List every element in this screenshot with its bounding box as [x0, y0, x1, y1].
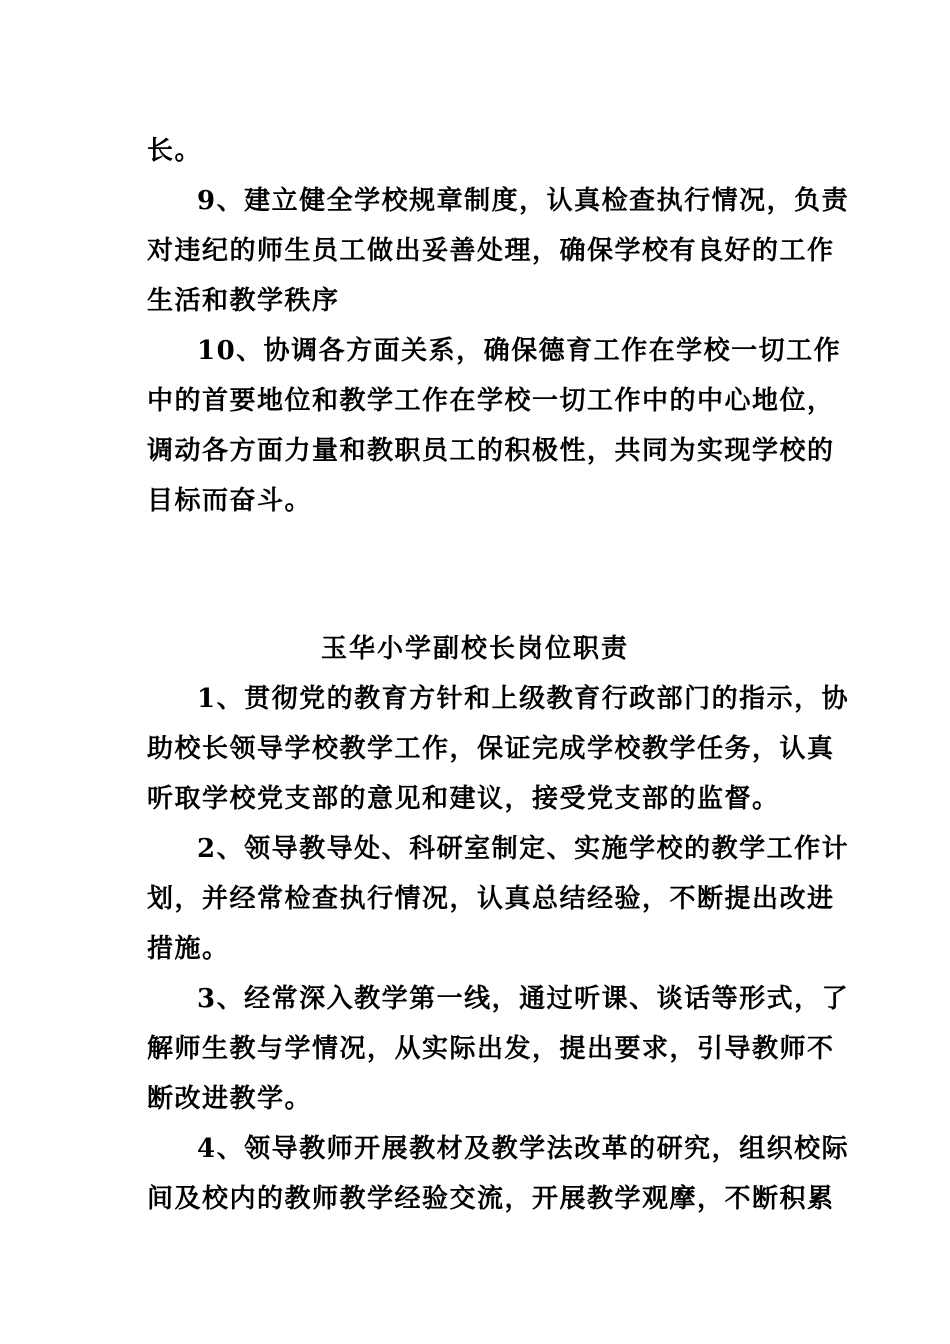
paragraph-line: 助校长领导学校教学工作，保证完成学校教学任务，认真 — [147, 734, 835, 764]
section-title: 玉华小学副校长岗位职责 — [320, 634, 629, 664]
paragraph-line: 听取学校党支部的意见和建议，接受党支部的监督。 — [147, 784, 780, 814]
paragraph-line: 9、建立健全学校规章制度，认真检查执行情况，负责 — [197, 186, 850, 216]
paragraph-line: 间及校内的教师教学经验交流，开展教学观摩，不断积累 — [147, 1184, 835, 1214]
paragraph-line: 1、贯彻党的教育方针和上级教育行政部门的指示，协 — [197, 684, 850, 714]
paragraph-line: 生活和教学秩序 — [147, 286, 340, 316]
paragraph-line: 调动各方面力量和教职员工的积极性，共同为实现学校的 — [147, 436, 835, 466]
paragraph-line: 断改进教学。 — [147, 1084, 313, 1114]
paragraph-line: 对违纪的师生员工做出妥善处理，确保学校有良好的工作 — [147, 236, 835, 266]
paragraph-line: 3、经常深入教学第一线，通过听课、谈话等形式，了 — [197, 984, 850, 1014]
paragraph-line: 2、领导教导处、科研室制定、实施学校的教学工作计 — [197, 834, 850, 864]
paragraph-line: 措施。 — [147, 934, 230, 964]
paragraph-line: 10、协调各方面关系，确保德育工作在学校一切工作 — [197, 336, 842, 366]
paragraph-line: 中的首要地位和教学工作在学校一切工作中的中心地位， — [147, 386, 835, 416]
paragraph-line: 目标而奋斗。 — [147, 486, 313, 516]
paragraph-line: 长。 — [147, 136, 203, 166]
paragraph-line: 划，并经常检查执行情况，认真总结经验，不断提出改进 — [147, 884, 835, 914]
paragraph-line: 4、领导教师开展教材及教学法改革的研究，组织校际 — [197, 1134, 850, 1164]
paragraph-line: 解师生教与学情况，从实际出发，提出要求，引导教师不 — [147, 1034, 835, 1064]
